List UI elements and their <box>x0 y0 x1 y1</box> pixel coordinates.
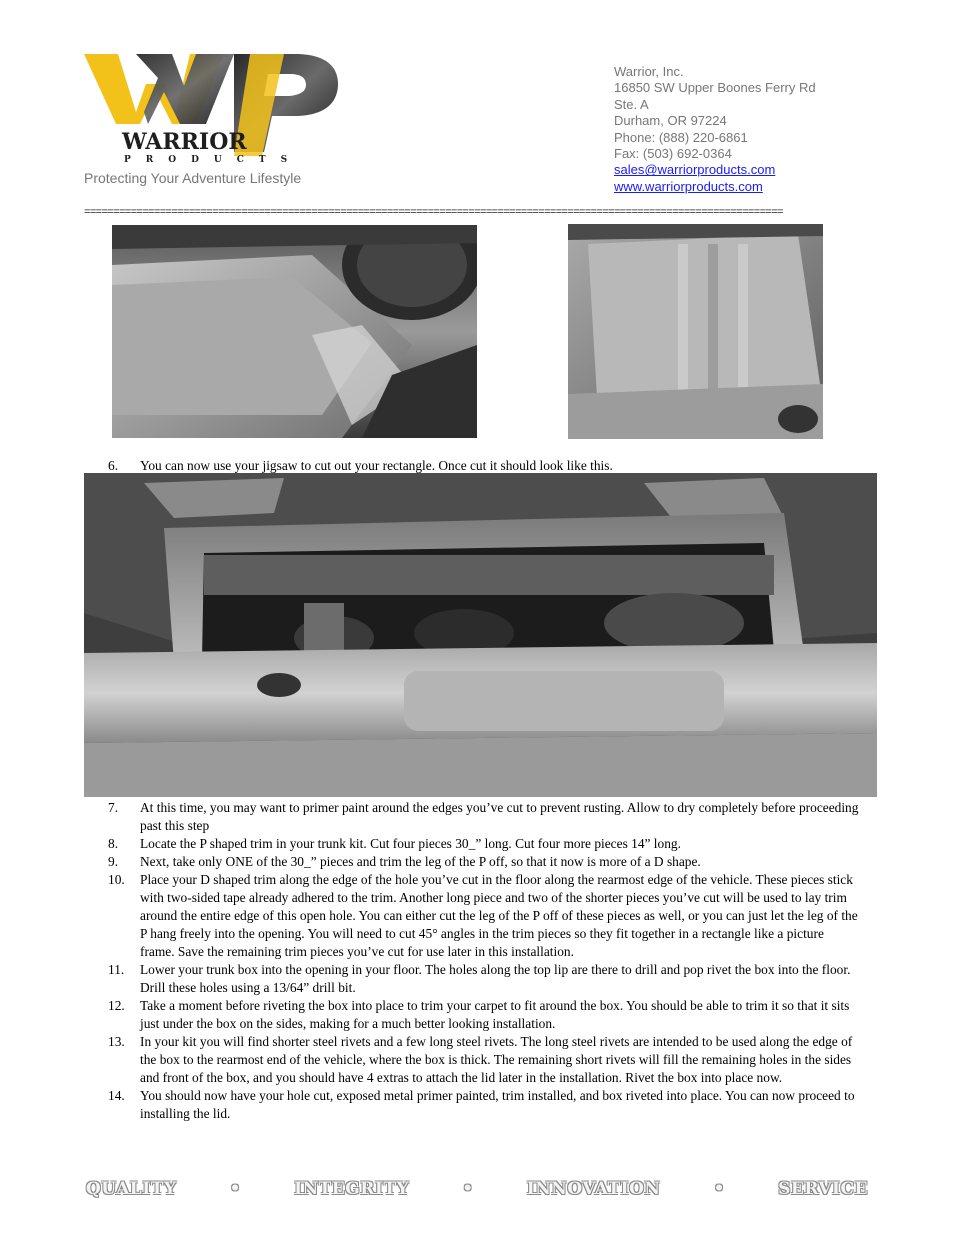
list-item <box>108 853 860 871</box>
list-item <box>108 799 860 835</box>
step-text: Next, take only ONE of the 30_” pieces and trim the leg of the P off, so that it now is more of a D shape. <box>140 854 701 869</box>
step-number: 10. <box>108 872 125 887</box>
step-text: Take a moment before riveting the box into place to trim your carpet to fit around the box. You should be able to trim it so that it sits just under the box on the sides, making for a much better looking installation. <box>140 998 850 1031</box>
instruction-list <box>108 799 860 1123</box>
footer-separator: • <box>229 1179 242 1199</box>
step-text: You can now use your jigsaw to cut out your rectangle. Once cut it should look like this. <box>140 458 613 473</box>
company-tagline: Protecting Your Adventure Lifestyle <box>84 170 302 186</box>
address-fax: Fax: (503) 692-0364 <box>614 146 732 162</box>
list-item <box>108 835 860 853</box>
footer-separator: • <box>462 1179 474 1199</box>
address-city: Durham, OR 97224 <box>614 113 727 129</box>
logo-text: WARRIOR <box>122 129 247 155</box>
footer-word-innovation: INNOVATION <box>526 1179 661 1199</box>
list-item <box>108 997 860 1033</box>
footer-values-bar <box>86 1176 868 1202</box>
step-number: 14. <box>108 1088 125 1103</box>
step-text: You should now have your hole cut, exposed metal primer painted, trim installed, and box riveted into place. You can now proceed to installing the lid. <box>140 1088 855 1121</box>
company-address <box>614 64 816 195</box>
list-item <box>108 871 860 961</box>
step-number: 12. <box>108 998 125 1013</box>
step-text: In your kit you will find shorter steel rivets and a few long steel rivets. The long steel rivets are intended to be used along the edge of the box to the rearmost end of the vehicle, where the box is thick. The remaining short rivets will fill the remaining holes in the sides and front of the box, and you should have 4 extras to attach the lid later in the installation. Rivet the box into place now. <box>140 1034 853 1085</box>
trunk-floor-photo-right <box>568 224 823 439</box>
step-number: 8. <box>108 836 119 851</box>
address-company: Warrior, Inc. <box>614 64 684 79</box>
address-street: 16850 SW Upper Boones Ferry Rd <box>614 80 816 96</box>
header-divider: ======================================================================================================================== <box>84 206 783 218</box>
step-number: 6. <box>108 458 119 473</box>
step-number: 13. <box>108 1034 125 1049</box>
step-text: Locate the P shaped trim in your trunk kit. Cut four pieces 30_” long. Cut four more pieces 14” long. <box>140 836 681 851</box>
footer-word-integrity: INTEGRITY <box>294 1179 410 1199</box>
address-suite: Ste. A <box>614 96 649 112</box>
address-phone: Phone: (888) 220-6861 <box>614 129 748 145</box>
step-text: Lower your trunk box into the opening in your floor. The holes along the top lip are there to drill and pop rivet the box into the floor. Drill these holes using a 13/64” drill bit. <box>140 962 851 995</box>
step-number: 7. <box>108 800 119 815</box>
cut-rectangle-photo <box>84 473 877 797</box>
step-text: Place your D shaped trim along the edge of the hole you’ve cut in the floor along the rearmost edge of the vehicle. These pieces stick with two-sided tape already adhered to the trim. Another long piece and two of the shorter pieces you’ve cut will be used to lay trim around the entire edge of this open hole. You can either cut the leg of the P off of these pieces as well, or you can just let the leg of the P hang freely into the opening. You will need to cut 45° angles in the trim pieces so they fit together in a rectangle like a picture frame. Save the remaining trim pieces you’ve cut for use later in this installation. <box>140 872 858 959</box>
trunk-floor-photo-left <box>112 225 477 438</box>
list-item <box>108 961 860 997</box>
logo-subtext: PRODUCTS <box>124 155 303 164</box>
email-link[interactable]: sales@warriorproducts.com <box>614 162 776 178</box>
warrior-products-logo <box>84 52 340 164</box>
step-text: At this time, you may want to primer paint around the edges you’ve cut to prevent rusting. Allow to dry completely before proceeding past this step <box>140 800 859 833</box>
footer-word-quality: QUALITY <box>86 1179 177 1199</box>
list-item <box>108 1033 860 1087</box>
website-link[interactable]: www.warriorproducts.com <box>614 178 763 194</box>
step-number: 11. <box>108 962 125 977</box>
list-item <box>108 1087 860 1123</box>
footer-separator: • <box>713 1179 725 1199</box>
step-number: 9. <box>108 854 119 869</box>
footer-word-service: SERVICE <box>778 1179 868 1199</box>
